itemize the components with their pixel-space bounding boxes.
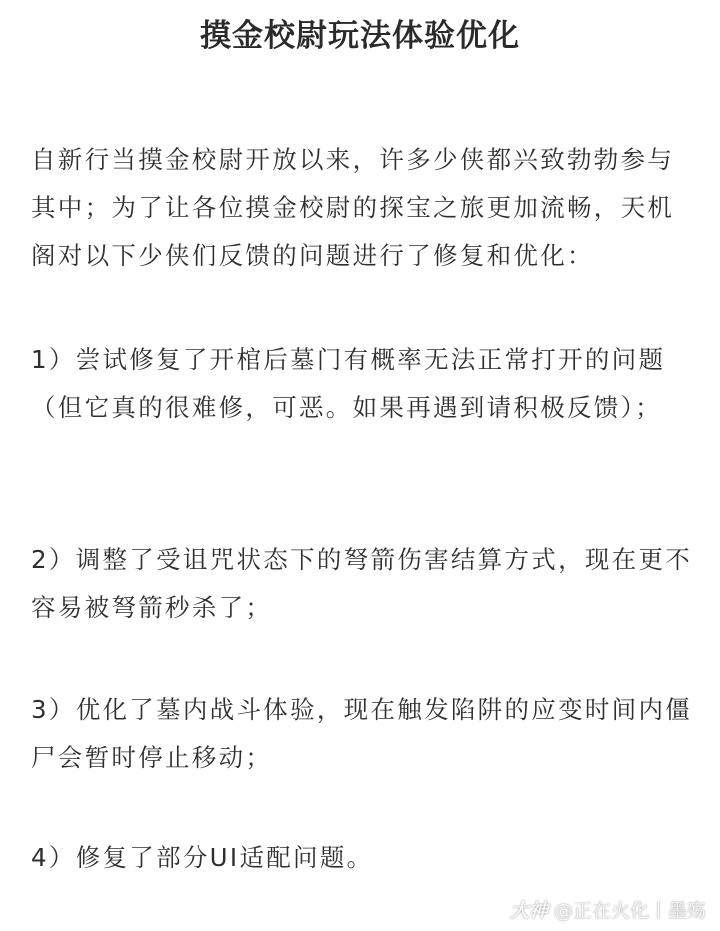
- intro-paragraph: 自新行当摸金校尉开放以来，许多少侠都兴致勃勃参与其中；为了让各位摸金校尉的探宝之旅更加流畅，天机阁对以下少侠们反馈的问题进行了修复和优化：: [31, 145, 675, 270]
- list-item: 4）修复了部分UI适配问题。: [31, 843, 374, 872]
- watermark-brand: 大神: [509, 900, 548, 922]
- watermark-handle: @正在火化丨墨殇: [553, 900, 706, 922]
- list-item: 3）优化了墓内战斗体验，现在触发陷阱的应变时间内僵尸会暂时停止移动；: [31, 695, 693, 772]
- list-item: 1）尝试修复了开棺后墓门有概率无法正常打开的问题（但它真的很难修，可恶。如果再遇到请积极反馈）；: [31, 345, 666, 422]
- list-item: 2）调整了受诅咒状态下的弩箭伤害结算方式，现在更不容易被弩箭秒杀了；: [31, 545, 693, 622]
- watermark: [510, 897, 706, 925]
- page-title: 摸金校尉玩法体验优化: [200, 18, 520, 54]
